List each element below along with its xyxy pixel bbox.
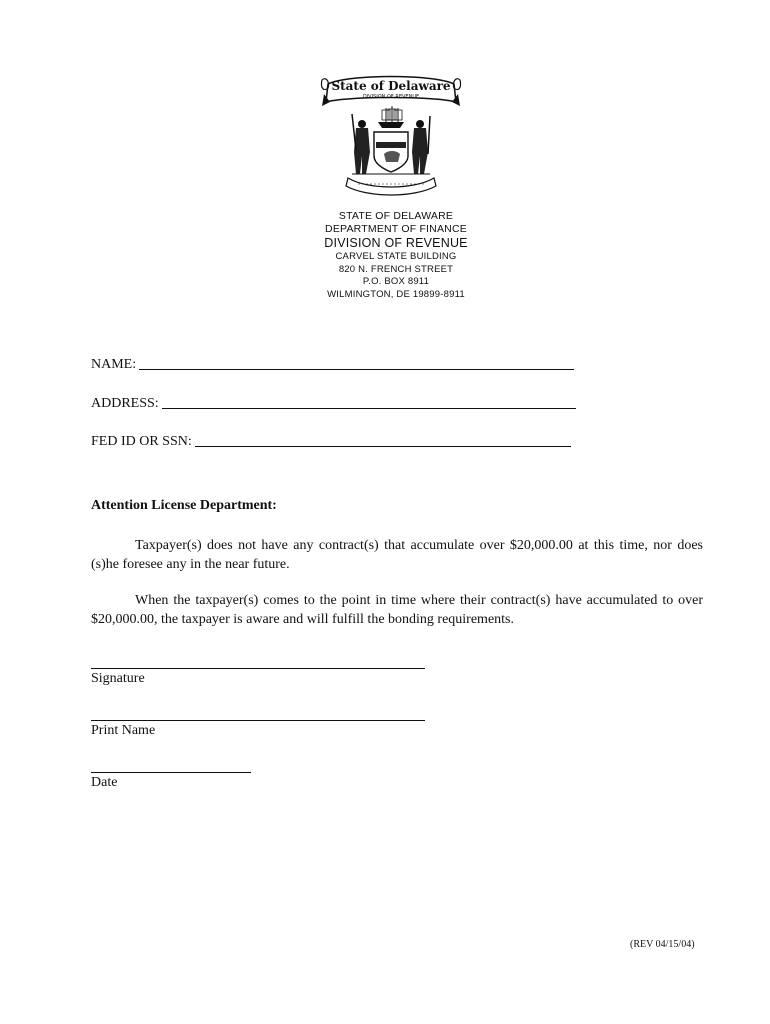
- revision-note: (REV 04/15/04): [630, 939, 695, 950]
- letterhead: [290, 210, 502, 301]
- name-label: NAME:: [91, 357, 137, 372]
- letterhead-street: 820 N. FRENCH STREET: [338, 263, 454, 275]
- signature-label: Signature: [91, 671, 145, 686]
- print-name-label: Print Name: [91, 723, 156, 738]
- paragraph-2-text: When the taxpayer(s) comes to the point in time where their contract(s) have accumulated to over $20,000.00, the taxpayer is aware and will fulfill the bonding requirements.: [91, 593, 703, 627]
- attention-heading: Attention License Department:: [91, 498, 277, 513]
- state-seal-logo: [318, 70, 464, 200]
- name-field[interactable]: [91, 357, 574, 373]
- address-label: ADDRESS:: [91, 396, 159, 411]
- print-name-line[interactable]: [91, 720, 425, 721]
- fed-id-ssn-field[interactable]: [91, 434, 571, 450]
- fed-id-ssn-input-line[interactable]: [195, 446, 571, 447]
- svg-text:DIVISION OF REVENUE: DIVISION OF REVENUE: [362, 94, 420, 100]
- svg-text:State of Delaware: State of Delaware: [331, 79, 451, 93]
- paragraph-1-text: Taxpayer(s) does not have any contract(s) that accumulate over $20,000.00 at this time, nor does (s)he foresee any in the near future.: [91, 538, 703, 572]
- paragraph-1: [91, 536, 703, 574]
- letterhead-state: STATE OF DELAWARE: [338, 210, 454, 222]
- letterhead-building: CARVEL STATE BUILDING: [335, 251, 457, 262]
- letterhead-division: DIVISION OF REVENUE: [324, 236, 468, 250]
- letterhead-po-box: P.O. BOX 8911: [362, 276, 430, 287]
- address-input-line[interactable]: [162, 408, 576, 409]
- date-label: Date: [91, 775, 118, 790]
- fed-id-ssn-label: FED ID OR SSN:: [91, 434, 192, 449]
- signature-line[interactable]: [91, 668, 425, 669]
- address-field[interactable]: [91, 396, 576, 412]
- paragraph-2: [91, 591, 703, 629]
- letterhead-department: DEPARTMENT OF FINANCE: [325, 223, 467, 235]
- name-input-line[interactable]: [139, 369, 574, 370]
- date-line[interactable]: [91, 772, 251, 773]
- letterhead-city: WILMINGTON, DE 19899-8911: [327, 288, 465, 300]
